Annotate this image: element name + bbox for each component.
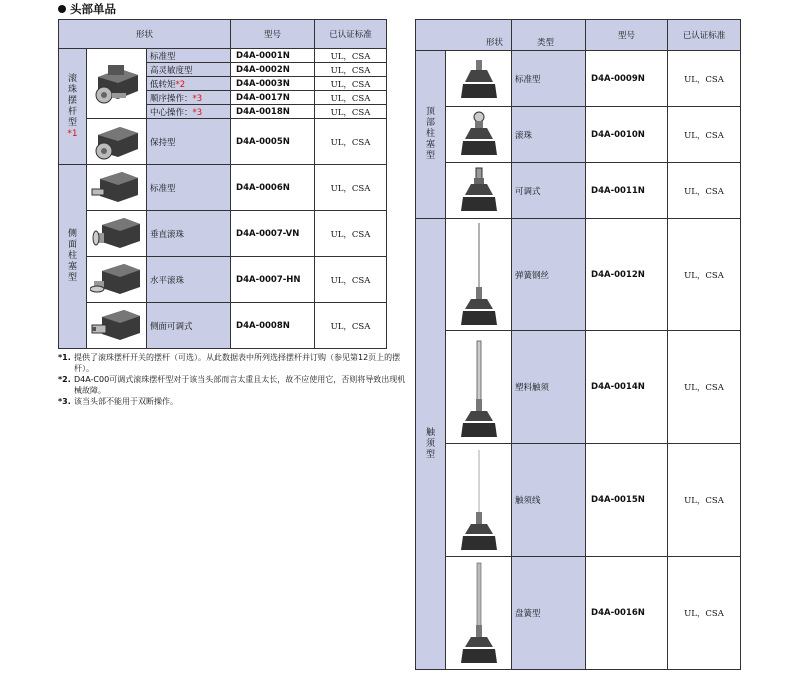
- model-cell: D4A-0012N: [586, 219, 668, 331]
- top-plunger-standard-image: [446, 51, 512, 107]
- type-label: 垂直滚珠: [150, 229, 185, 240]
- section-title: 头部单品: [58, 1, 116, 17]
- group-label-top-plunger: 顶 部 柱 塞 型: [416, 51, 446, 219]
- type-label: 中心操作：: [150, 107, 193, 118]
- hold-type-head-icon: [90, 121, 144, 163]
- type-label: 保持型: [150, 137, 176, 148]
- model-cell: D4A-0010N: [586, 107, 668, 163]
- standard-cell: UL，CSA: [668, 557, 741, 670]
- standard-cell: UL，CSA: [668, 444, 741, 557]
- model-cell: D4A-0011N: [586, 163, 668, 219]
- model-cell: D4A-0002N: [231, 63, 315, 77]
- model-cell: D4A-0003N: [231, 77, 315, 91]
- type-label: 塑料触须: [512, 331, 586, 444]
- standard-cell: UL，CSA: [668, 163, 741, 219]
- header-type-right: 类型: [512, 20, 586, 51]
- footnote-3: *3. 该当头部不能用于双断操作。: [58, 397, 178, 406]
- model-cell: D4A-0001N: [231, 49, 315, 63]
- plunger-roller-icon: [459, 110, 499, 160]
- type-label: 滚珠: [512, 107, 586, 163]
- standard-cell: UL，CSA: [315, 77, 387, 91]
- plastic-whisker-icon: [459, 333, 499, 441]
- type-label: 可调式: [512, 163, 586, 219]
- model-cell: D4A-0009N: [586, 51, 668, 107]
- standard-cell: UL，CSA: [315, 211, 387, 257]
- header-model-right: 型号: [586, 20, 668, 51]
- footnote-2: *2. D4A-C00可调式滚珠摆杆型对于该当头部而言太重且太长，故不应使用它，否则将导致出现机械故障。: [58, 375, 406, 395]
- type-label: 弹簧钢丝: [512, 219, 586, 331]
- model-cell: D4A-0006N: [231, 165, 315, 211]
- side-plunger-standard-icon: [90, 167, 144, 209]
- type-label: 顺序操作：: [150, 93, 193, 104]
- standard-cell: UL，CSA: [668, 107, 741, 163]
- type-label: 高灵敏度型: [150, 65, 193, 76]
- footnote-1: *1. 提供了滚珠摆杆开关的摆杆（可选）。从此数据表中所列选择摆杆并订购（参见第12页上的摆杆）。: [58, 353, 401, 373]
- model-cell: D4A-0007-HN: [231, 257, 315, 303]
- roller-lever-head-icon: [90, 55, 144, 113]
- header-standard-left: 已认证标准: [315, 20, 387, 49]
- header-shape-left: 形状: [59, 20, 231, 49]
- roller-lever-head-image: [87, 49, 147, 119]
- bullet-icon: [58, 5, 66, 13]
- left-product-table-body: 形状 型号 已认证标准 滚 珠 摆 杆 型 *1 标准型 D4A-0001N UL，CSA 高灵敏度型 D4A-0002N UL，CSA 低转矩*2 D4A-0003N UL，CSA 顺序操作：*3 D4A-0017N UL，CSA 中心操作：*3 D4A-0018N UL，CSA 保持型 D4A-0005N UL，CSA 侧 面 柱 塞 型 标准型 D4A-0006N UL，CSA 垂直滚珠 D4A-0007-VN UL，CSA 水平滚珠 D4A-0007-HN UL，CSA 侧面可调式 D4A-0008N UL，CSA: [58, 19, 387, 349]
- side-plunger-standard-image: [87, 165, 147, 211]
- model-cell: D4A-0015N: [586, 444, 668, 557]
- standard-cell: UL，CSA: [315, 63, 387, 77]
- plunger-standard-icon: [459, 54, 499, 104]
- standard-cell: UL，CSA: [315, 49, 387, 63]
- group-label-roller-lever: 滚 珠 摆 杆 型 *1: [59, 49, 87, 165]
- standard-cell: UL，CSA: [315, 119, 387, 165]
- standard-cell: UL，CSA: [668, 331, 741, 444]
- footnotes: [58, 352, 413, 407]
- vertical-roller-image: [87, 211, 147, 257]
- standard-cell: UL，CSA: [315, 91, 387, 105]
- type-label: 盘簧型: [512, 557, 586, 670]
- model-cell: D4A-0017N: [231, 91, 315, 105]
- standard-cell: UL，CSA: [315, 165, 387, 211]
- model-cell: D4A-0018N: [231, 105, 315, 119]
- plastic-whisker-image: [446, 331, 512, 444]
- horizontal-roller-image: [87, 257, 147, 303]
- side-adjustable-icon: [90, 305, 144, 347]
- plunger-adjustable-icon: [459, 166, 499, 216]
- hold-type-head-image: [87, 119, 147, 165]
- whisker-wire-image: [446, 444, 512, 557]
- type-label: 标准型: [150, 183, 176, 194]
- standard-cell: UL，CSA: [668, 219, 741, 331]
- right-product-table: [415, 19, 741, 670]
- standard-cell: UL，CSA: [315, 303, 387, 349]
- model-cell: D4A-0008N: [231, 303, 315, 349]
- coil-spring-icon: [459, 559, 499, 667]
- header-standard-right: 已认证标准: [668, 20, 741, 51]
- model-cell: D4A-0007-VN: [231, 211, 315, 257]
- type-label: 触须线: [512, 444, 586, 557]
- coil-spring-image: [446, 557, 512, 670]
- standard-cell: UL，CSA: [315, 105, 387, 119]
- standard-cell: UL，CSA: [668, 51, 741, 107]
- header-model-left: 型号: [231, 20, 315, 49]
- type-label: 标准型: [512, 51, 586, 107]
- type-label: 侧面可调式: [150, 321, 193, 332]
- horizontal-roller-icon: [90, 259, 144, 301]
- spring-wire-icon: [459, 221, 499, 329]
- type-label: 标准型: [150, 51, 176, 62]
- group-label-whisker: 触 须 型: [416, 219, 446, 670]
- spring-wire-image: [446, 219, 512, 331]
- whisker-wire-icon: [459, 446, 499, 554]
- top-plunger-roller-image: [446, 107, 512, 163]
- side-adjustable-image: [87, 303, 147, 349]
- type-label: 低转矩: [150, 79, 176, 90]
- vertical-roller-icon: [90, 213, 144, 255]
- model-cell: D4A-0016N: [586, 557, 668, 670]
- header-shape-right: 形状: [416, 20, 512, 51]
- model-cell: D4A-0005N: [231, 119, 315, 165]
- top-plunger-adjustable-image: [446, 163, 512, 219]
- group-label-side-plunger: 侧 面 柱 塞 型: [59, 165, 87, 349]
- standard-cell: UL，CSA: [315, 257, 387, 303]
- model-cell: D4A-0014N: [586, 331, 668, 444]
- type-label: 水平滚珠: [150, 275, 185, 286]
